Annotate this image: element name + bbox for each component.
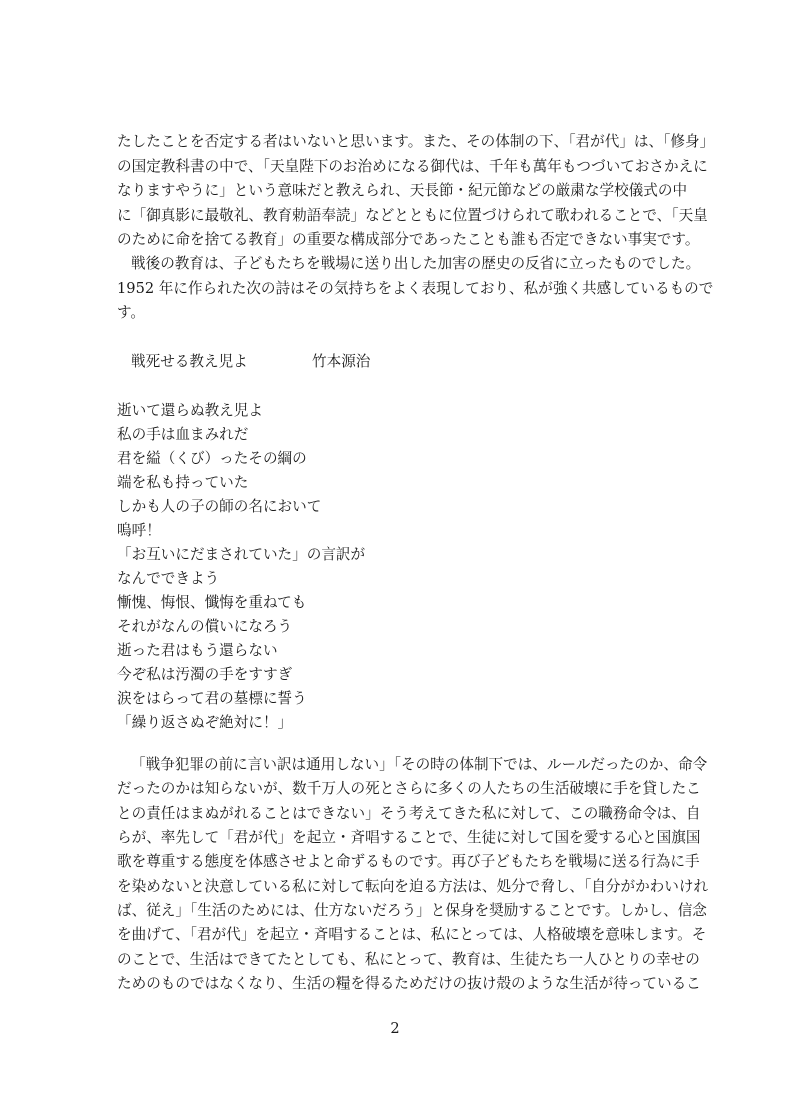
poem-line: 今ぞ私は汚濁の手をすすぎ [117,666,293,683]
paragraph-3-line: ためのものではなくなり、生活の糧を得るためだけの抜け殻のような生活が待っているこ [117,975,701,992]
poem-title: 戦死せる教え児よ [131,353,248,370]
poem-line: 嗚呼！ [117,522,161,539]
paragraph-2-line: す。 [117,304,146,321]
poem-line: 涙をはらって君の墓標に誓う [117,690,307,707]
poem-line: 君を縊（くび）ったその綱の [117,450,307,467]
paragraph-1-line: のために命を捨てる教育」の重要な構成部分であったことも誰も否定できない事実です。 [117,231,700,248]
poem-line: なんでできよう [117,570,220,587]
paragraph-3-line: 歌を尊重する態度を体感させよと命ずるものです。再び子どもたちを戦場に送る行為に手 [117,853,700,870]
poem-line: 「お互いにだまされていた」の言訳が [117,546,366,563]
poem-line: それがなんの償いになろう [117,618,293,635]
paragraph-1-line: たしたことを否定する者はいないと思います。また、その体制の下、「君が代」は、「修身」 [117,133,715,150]
poem-line: 私の手は血まみれだ [117,426,249,443]
paragraph-1-line: の国定教科書の中で、「天皇陛下のお治めになる御代は、千年も萬年もつづいておさかえに [117,158,708,175]
paragraph-3-line: のことで、生活はできてたとしても、私にとって、教育は、生徒たち一人ひとりの幸せの [117,951,700,968]
paragraph-3-line: ば、従え」「生活のためには、仕方ないだろう」と保身を奨励することです。しかし、信念 [117,902,707,919]
paragraph-2-line: 戦後の教育は、子どもたちを戦場に送り出した加害の歴史の反省に立ったものでした。 [131,255,701,272]
page-number: 2 [390,1020,400,1037]
paragraph-3-line: らが、率先して「君が代」を起立・斉唱することで、生徒に対して国を愛する心と国旗国 [117,829,701,846]
paragraph-1-line: に「御真影に最敬礼、教育勅語奉読」などとともに位置づけられて歌われることで、「天皇 [117,207,708,224]
poem-line: 「繰り返さぬぞ絶対に！」 [117,714,293,731]
poem-author: 竹本源治 [312,353,371,370]
paragraph-2-line: 1952 年に作られた次の詩はその気持ちをよく表現しており、私が強く共感しているもので [117,280,714,297]
poem-line: 逝いて還らぬ教え児よ [117,402,263,419]
paragraph-3-line: だったのかは知らないが、数千万人の死とさらに多くの人たちの生活破壊に手を貸したこ [117,780,701,797]
poem-line: 慚愧、悔恨、懺悔を重ねても [117,594,307,611]
paragraph-3-line: 「戦争犯罪の前に言い訳は通用しない」「その時の体制下では、ルールだったのか、命令 [131,756,708,773]
paragraph-3-line: との責任はまぬがれることはできない」そう考えてきた私に対して、この職務命令は、自 [117,805,701,822]
poem-line: 逝った君はもう還らない [117,642,278,659]
paragraph-3-line: を曲げて、「君が代」を起立・斉唱することは、私にとっては、人格破壊を意味します。そ [117,926,707,943]
poem-line: 端を私も持っていた [117,474,249,491]
paragraph-1-line: なりますやうに」という意味だと教えられ、天長節・紀元節などの厳粛な学校儀式の中 [117,182,688,199]
paragraph-3-line: を染めないと決意している私に対して転向を迫る方法は、処分で脅し、「自分がかわいけれ [117,878,709,895]
poem-line: しかも人の子の師の名において [117,498,322,515]
